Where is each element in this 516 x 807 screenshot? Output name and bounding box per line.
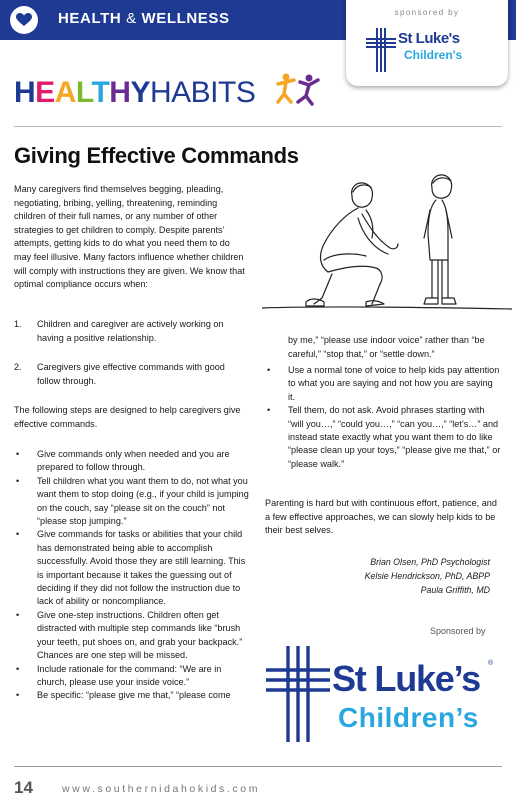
sponsored-by-label: Sponsored by	[430, 626, 486, 636]
list-item: • Be specific: “please give me that,” “please come	[14, 689, 250, 702]
author-line: Kelsie Hendrickson, PhD, ABPP	[364, 571, 490, 581]
bullet-icon: •	[16, 663, 20, 674]
sponsor-logo-name: St Luke’s	[332, 658, 480, 699]
bullet-icon: •	[16, 475, 20, 486]
steps-list	[14, 448, 250, 703]
logo-letter: E	[35, 76, 55, 109]
section-title: HEALTH & WELLNESS	[58, 10, 230, 27]
people-figures-icon	[276, 72, 322, 110]
sponsor-tab-label: sponsored by	[394, 8, 460, 17]
steps-intro: The following steps are designed to help caregivers give effective commands.	[14, 405, 241, 429]
logo-letter: A	[54, 76, 76, 109]
heart-icon	[16, 13, 32, 27]
st-lukes-cross-icon	[266, 646, 330, 742]
author-line: Brian Olsen, PhD Psychologist	[370, 557, 490, 567]
sponsor-logo-sub: Children’s	[338, 702, 479, 733]
registered-mark: ®	[488, 660, 494, 667]
author-line: Paula Griffith, MD	[420, 585, 490, 595]
heart-icon-circle	[10, 6, 38, 34]
list-item: • Give commands for tasks or abilities that your child has demonstrated being able to accomplish successfully. Avoid those they are still learning. This is important because it takes the guessing out of deciding if they did not follow the instruction due to lack of ability or noncompliance.	[16, 529, 246, 607]
bullet-icon: •	[16, 609, 20, 620]
intro-paragraph: Many caregivers find themselves begging, pleading, negotiating, bribing, yelling, threatening, reminding children of their full names, or any number of other strategies to get children to comply. Despite parents’ attempts, getting kids to do what you need them to do may feel illusive. Many factors influence whether children will comply with instructions they are given. We know that optimal compliance occurs when:	[14, 184, 245, 290]
website-link[interactable]: www.southernidahokids.com	[62, 783, 261, 795]
numbered-item-text: Caregivers give effective commands with good follow through.	[37, 362, 225, 386]
logo-letter: H	[14, 76, 36, 109]
logo-word-habits: HABITS	[149, 76, 256, 109]
closing-paragraph: Parenting is hard but with continuous effort, patience, and a few effective approaches, we can slowly help kids to be their best selves.	[265, 498, 497, 536]
logo-letter: H	[109, 76, 131, 109]
list-item: • Include rationale for the command: “We are in church, please use your inside voice.”	[16, 663, 222, 687]
sponsor-tab[interactable]	[346, 0, 508, 86]
footer-divider	[14, 766, 502, 767]
article-title: Giving Effective Commands	[14, 143, 299, 168]
numbered-item-number: 2.	[14, 362, 22, 372]
sponsor-tab-logo-sub: Children's	[404, 48, 463, 62]
bullet-icon: •	[16, 449, 20, 459]
bullet-icon: •	[16, 690, 20, 701]
numbered-item-text: Children and caregiver are actively working on having a positive relationship.	[37, 319, 224, 343]
list-item: • Tell them, do not ask. Avoid phrases starting with “will you…,” “could you…,” “can you…,” “let’s…” and instead state exactly what you want them to do like “please clean up your toys,” “please give me that,” or “please walk.”	[267, 405, 501, 469]
logo-letter: L	[75, 76, 92, 109]
page-number: 14	[14, 778, 33, 797]
healthy-habits-logo	[14, 76, 255, 108]
list-item: • Use a normal tone of voice to help kids pay attention to what you are saying and not how you are saying it.	[267, 365, 500, 402]
sponsor-tab-logo-name: St Luke's	[398, 30, 460, 47]
logo-letter: T	[91, 76, 110, 109]
bullet-continuation: by me,” “please use indoor voice” rather than “be careful,” “stop that,” or “settle down.”	[288, 335, 485, 359]
list-item: • Give commands only when needed and you are prepared to follow through.	[16, 449, 230, 473]
list-item: • Give one-step instructions. Children often get distracted with multiple step commands like “brush your teeth, put shoes on, and grab your backpack.” Chances are one step will be missed.	[16, 609, 243, 661]
parent-child-illustration	[262, 168, 512, 318]
steps-list-continued	[265, 364, 501, 471]
list-item: • Tell children what you want them to do, not what you want them to stop doing (e.g., if your child is jumping on the couch, say “please sit on the couch” not “please stop jumping.”	[16, 475, 249, 527]
logo-letter: Y	[130, 76, 150, 109]
bullet-icon: •	[267, 365, 271, 375]
bullet-icon: •	[267, 405, 271, 416]
title-divider	[14, 126, 502, 127]
bullet-icon: •	[16, 529, 20, 540]
st-lukes-cross-icon	[366, 28, 396, 72]
numbered-item-number: 1.	[14, 319, 22, 329]
